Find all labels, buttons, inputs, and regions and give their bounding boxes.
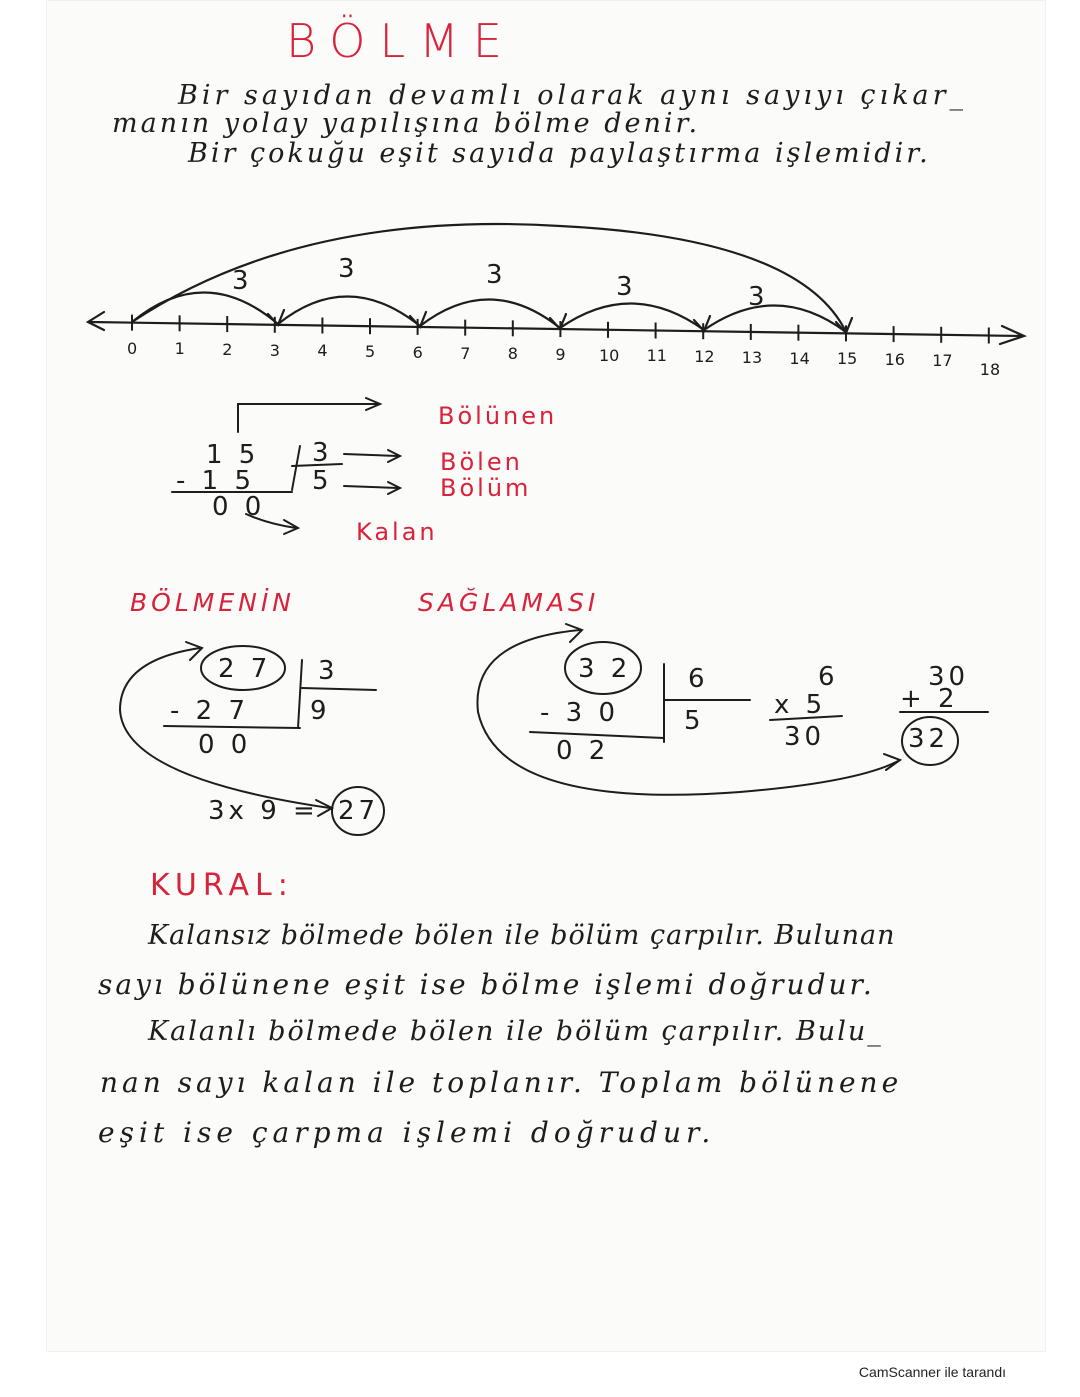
- label-divisor: Bölen: [440, 448, 523, 476]
- tick-label: 13: [741, 347, 763, 367]
- scanner-footer: CamScanner ile tarandı: [858, 1364, 1006, 1380]
- rule-line-4: nan sayı kalan ile toplanır. Toplam bölünene: [100, 1066, 903, 1099]
- ex2-mult-result: 30: [784, 722, 826, 752]
- tick-label: 2: [222, 340, 233, 360]
- ex1-check-result: 27: [338, 796, 380, 826]
- tick-label: 3: [269, 340, 280, 360]
- jump-label: 3: [748, 282, 765, 312]
- ex2-subtracted: - 3 0: [540, 698, 619, 728]
- rule-line-1: Kalansız bölmede bölen ile bölüm çarpılır. Bulunan: [148, 920, 896, 951]
- ex1-divisor: 3: [318, 656, 339, 686]
- ex1-dividend: 2 7: [218, 654, 272, 684]
- tick-label: 10: [599, 345, 620, 365]
- jump-label: 3: [486, 260, 503, 290]
- tick-label: 6: [412, 342, 423, 362]
- tick-label: 9: [555, 345, 566, 365]
- ex2-add-op: + 2: [900, 684, 959, 714]
- ex2-mult-op: x 5: [774, 690, 827, 720]
- tick-label: 5: [365, 342, 376, 362]
- label-remainder: Kalan: [356, 518, 438, 546]
- check-heading-part1: BÖLMENİN: [130, 588, 295, 617]
- tick-label: 4: [317, 341, 328, 361]
- ex1-subtracted: - 2 7: [170, 696, 249, 726]
- ex1-check: 3x 9 =: [208, 796, 319, 826]
- parts-divisor: 3: [312, 438, 333, 468]
- tick-label: 15: [837, 349, 858, 369]
- tick-label: 12: [694, 347, 715, 367]
- jump-label: 3: [616, 272, 633, 302]
- tick-label: 11: [646, 346, 667, 366]
- ex1-quotient: 9: [310, 696, 331, 726]
- rule-line-5: eşit ise çarpma işlemi doğrudur.: [98, 1116, 716, 1149]
- tick-label: 0: [127, 338, 138, 358]
- check-heading-part2: SAĞLAMASI: [418, 588, 600, 617]
- ex2-remainder: 0 2: [556, 736, 610, 766]
- tick-label: 1: [174, 339, 185, 359]
- ex2-mult-top: 6: [818, 662, 839, 692]
- ex2-divisor: 6: [688, 664, 709, 694]
- label-quotient: Bölüm: [440, 474, 532, 502]
- tick-label: 17: [932, 350, 953, 370]
- parts-remainder: 0 0: [212, 492, 266, 522]
- jump-label: 3: [232, 266, 249, 296]
- parts-subtracted: - 1 5: [176, 466, 255, 496]
- ex2-add-result: 32: [908, 724, 950, 754]
- tick-label: 14: [789, 348, 810, 368]
- rule-line-3: Kalanlı bölmede bölen ile bölüm çarpılır. Bulu_: [148, 1016, 883, 1047]
- ex2-add-top: 30: [928, 662, 970, 692]
- parts-dividend: 1 5: [206, 440, 260, 470]
- jump-label: 3: [338, 254, 355, 284]
- rule-line-2: sayı bölünene eşit ise bölme işlemi doğrudur.: [98, 968, 875, 1001]
- ex2-quotient: 5: [684, 706, 705, 736]
- rule-heading: KURAL:: [150, 868, 294, 903]
- tick-label: 7: [460, 343, 471, 363]
- tick-label: 8: [507, 344, 518, 364]
- label-dividend: Bölünen: [438, 402, 558, 430]
- tick-label: 16: [884, 350, 905, 370]
- parts-quotient: 5: [312, 466, 333, 496]
- intro-line-1: Bir sayıdan devamlı olarak aynı sayıyı çıkar_: [178, 80, 968, 111]
- tick-label: 18: [979, 359, 1001, 379]
- intro-line-2: manın yolay yapılışına bölme denir.: [112, 108, 701, 139]
- ex1-remainder: 0 0: [198, 730, 252, 760]
- intro-line-3: Bir çokuğu eşit sayıda paylaştırma işlemidir.: [188, 138, 931, 169]
- page-title: BÖLME: [286, 14, 516, 68]
- ex2-dividend: 3 2: [578, 654, 632, 684]
